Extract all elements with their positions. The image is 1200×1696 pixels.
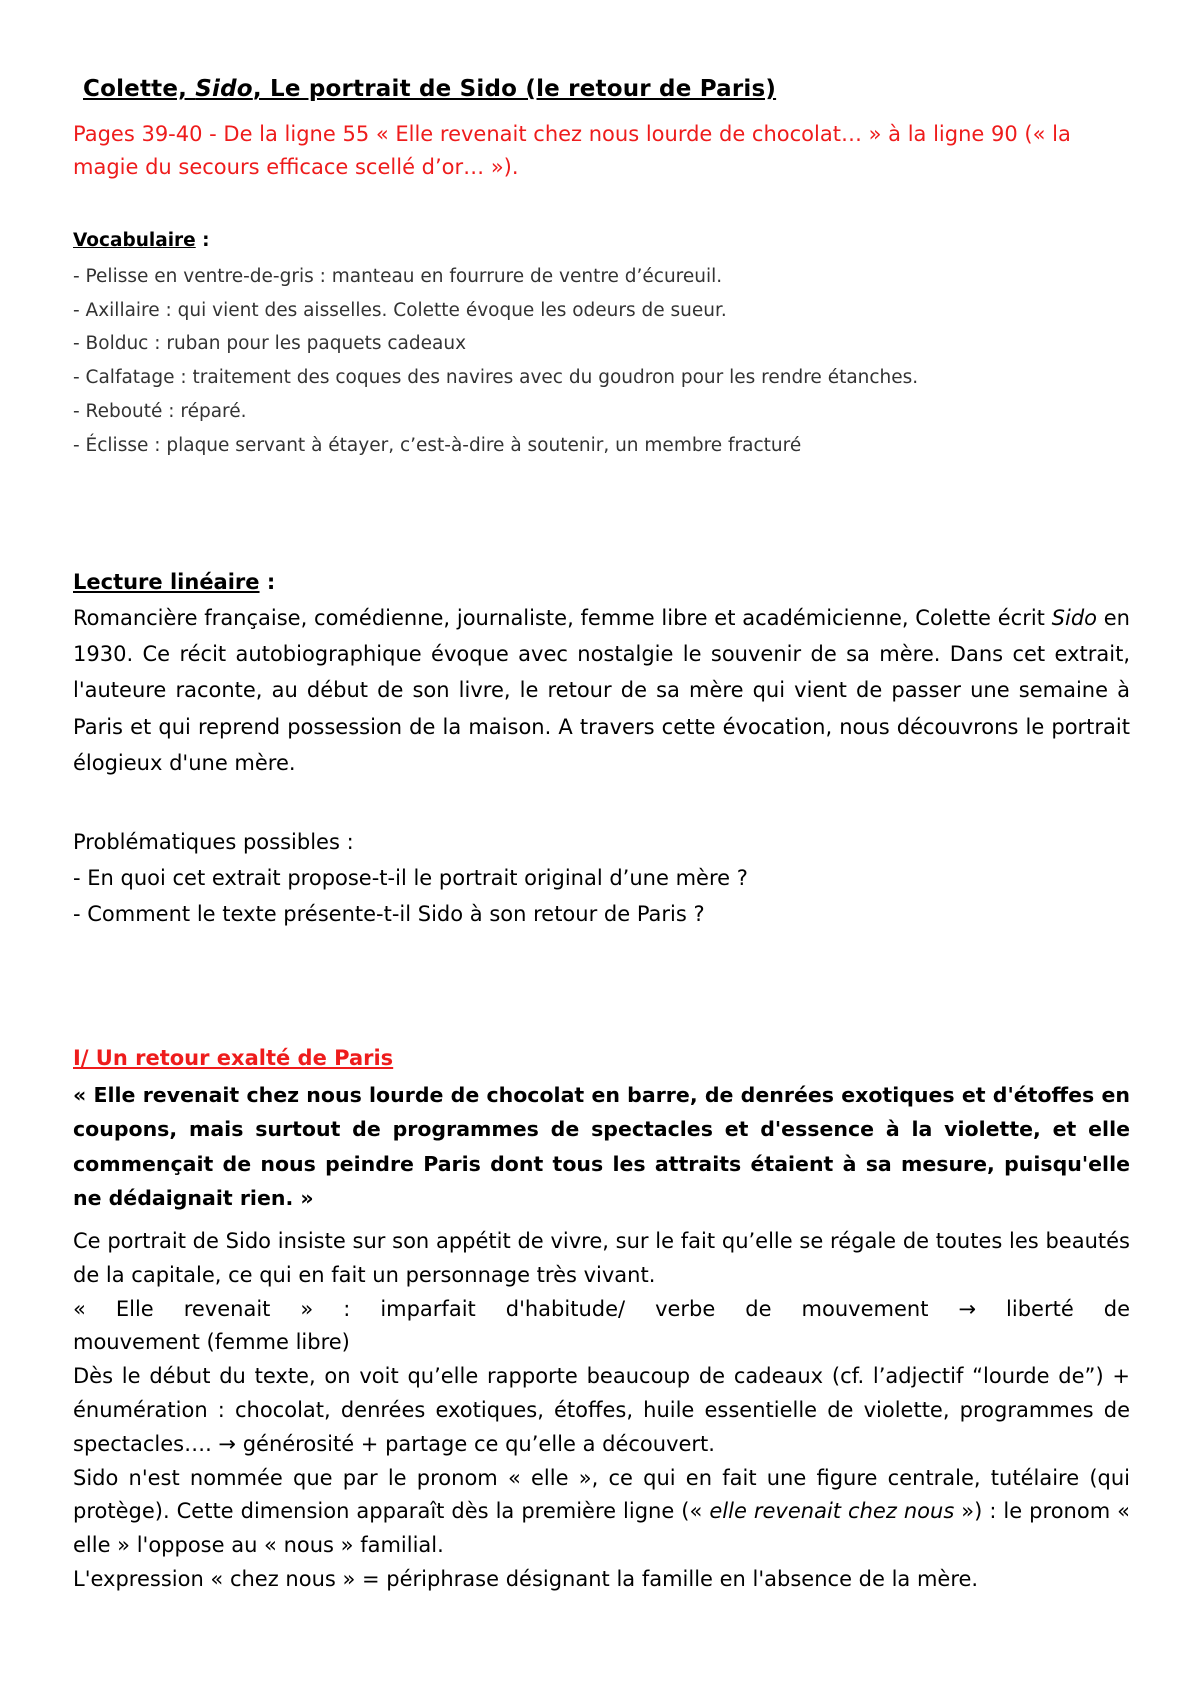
part-one-quote: « Elle revenait chez nous lourde de chocolat en barre, de denrées exotiques et d'étoffes en coupons, mais surtout de programmes de spectacles et d'essence à la violette, et elle commençait de nous peindre Paris dont tous les attraits étaient à sa mesure, puisqu'elle ne dédaignait rien. »: [73, 1083, 1130, 1211]
vocabulary-list: [73, 260, 1130, 462]
problematic-item: - En quoi cet extrait propose-t-il le portrait original d’une mère ?: [73, 866, 748, 890]
vocabulary-section: [73, 226, 1130, 462]
problematic-item: - Comment le texte présente-t-il Sido à son retour de Paris ?: [73, 902, 705, 926]
part-one-section: [73, 1042, 1130, 1216]
vocabulary-heading: Vocabulaire :: [73, 230, 210, 251]
analysis-paragraph: Dès le début du texte, on voit qu’elle rapporte beaucoup de cadeaux (cf. l’adjectif “lourde de”) + énumération : chocolat, denrées exotiques, étoffes, huile essentielle de violette, programmes de spectacles…. → générosité + partage ce qu’elle a découvert.: [73, 1364, 1130, 1456]
document-title: [83, 76, 776, 102]
problematics-heading: Problématiques possibles :: [73, 830, 354, 854]
vocabulary-item: - Rebouté : réparé.: [73, 400, 247, 422]
title-author: Colette,: [83, 76, 196, 102]
vocabulary-item: - Axillaire : qui vient des aisselles. Colette évoque les odeurs de sueur.: [73, 299, 727, 321]
analysis-paragraph: Ce portrait de Sido insiste sur son appétit de vivre, sur le fait qu’elle se régale de toutes les beautés de la capitale, ce qui en fait un personnage très vivant.: [73, 1229, 1130, 1287]
title-subject: , Le portrait de Sido (le retour de Paris): [252, 76, 777, 102]
vocabulary-item: - Calfatage : traitement des coques des navires avec du goudron pour les rendre étanches.: [73, 367, 919, 389]
analysis-paragraph: Sido n'est nommée que par le pronom « elle », ce qui en fait une figure centrale, tutélaire (qui protège). Cette dimension apparaît dès la première ligne (« elle revenait chez nous ») : le pronom « elle » l'oppose au « nous » familial.: [73, 1465, 1131, 1558]
analysis-paragraph: « Elle revenait » : imparfait d'habitude/ verbe de mouvement → liberté de: [73, 1296, 1130, 1321]
analysis-section: [73, 1225, 1130, 1597]
lecture-section: [73, 566, 1130, 781]
part-one-heading: I/ Un retour exalté de Paris: [73, 1046, 394, 1070]
title-work: Sido: [195, 76, 253, 102]
vocabulary-item: - Bolduc : ruban pour les paquets cadeaux: [73, 333, 467, 355]
vocabulary-item: - Pelisse en ventre-de-gris : manteau en fourrure de ventre d’écureuil.: [73, 266, 723, 287]
lecture-heading: Lecture linéaire :: [73, 570, 276, 594]
pages-reference: Pages 39-40 - De la ligne 55 « Elle revenait chez nous lourde de chocolat… » à la ligne 90 (« la magie du secours efficace scellé d’or… »).: [73, 122, 1071, 179]
lecture-intro: Romancière française, comédienne, journaliste, femme libre et académicienne, Colette écrit Sido en 1930. Ce récit autobiographique évoque avec nostalgie le souvenir de sa mère. Dans cet extrait, l'auteure raconte, au début de son livre, le retour de sa mère qui vient de passer une semaine à Paris et qui reprend possession de la maison. A travers cette évocation, nous découvrons le portrait élogieux d'une mère.: [73, 606, 1130, 775]
analysis-paragraph: mouvement (femme libre): [73, 1330, 350, 1355]
problematics-section: [73, 824, 1130, 932]
problematics-list: [73, 860, 1130, 932]
analysis-paragraph: L'expression « chez nous » = périphrase désignant la famille en l'absence de la mère.: [73, 1566, 979, 1591]
vocabulary-item: - Éclisse : plaque servant à étayer, c’est-à-dire à soutenir, un membre fracturé: [73, 434, 802, 456]
